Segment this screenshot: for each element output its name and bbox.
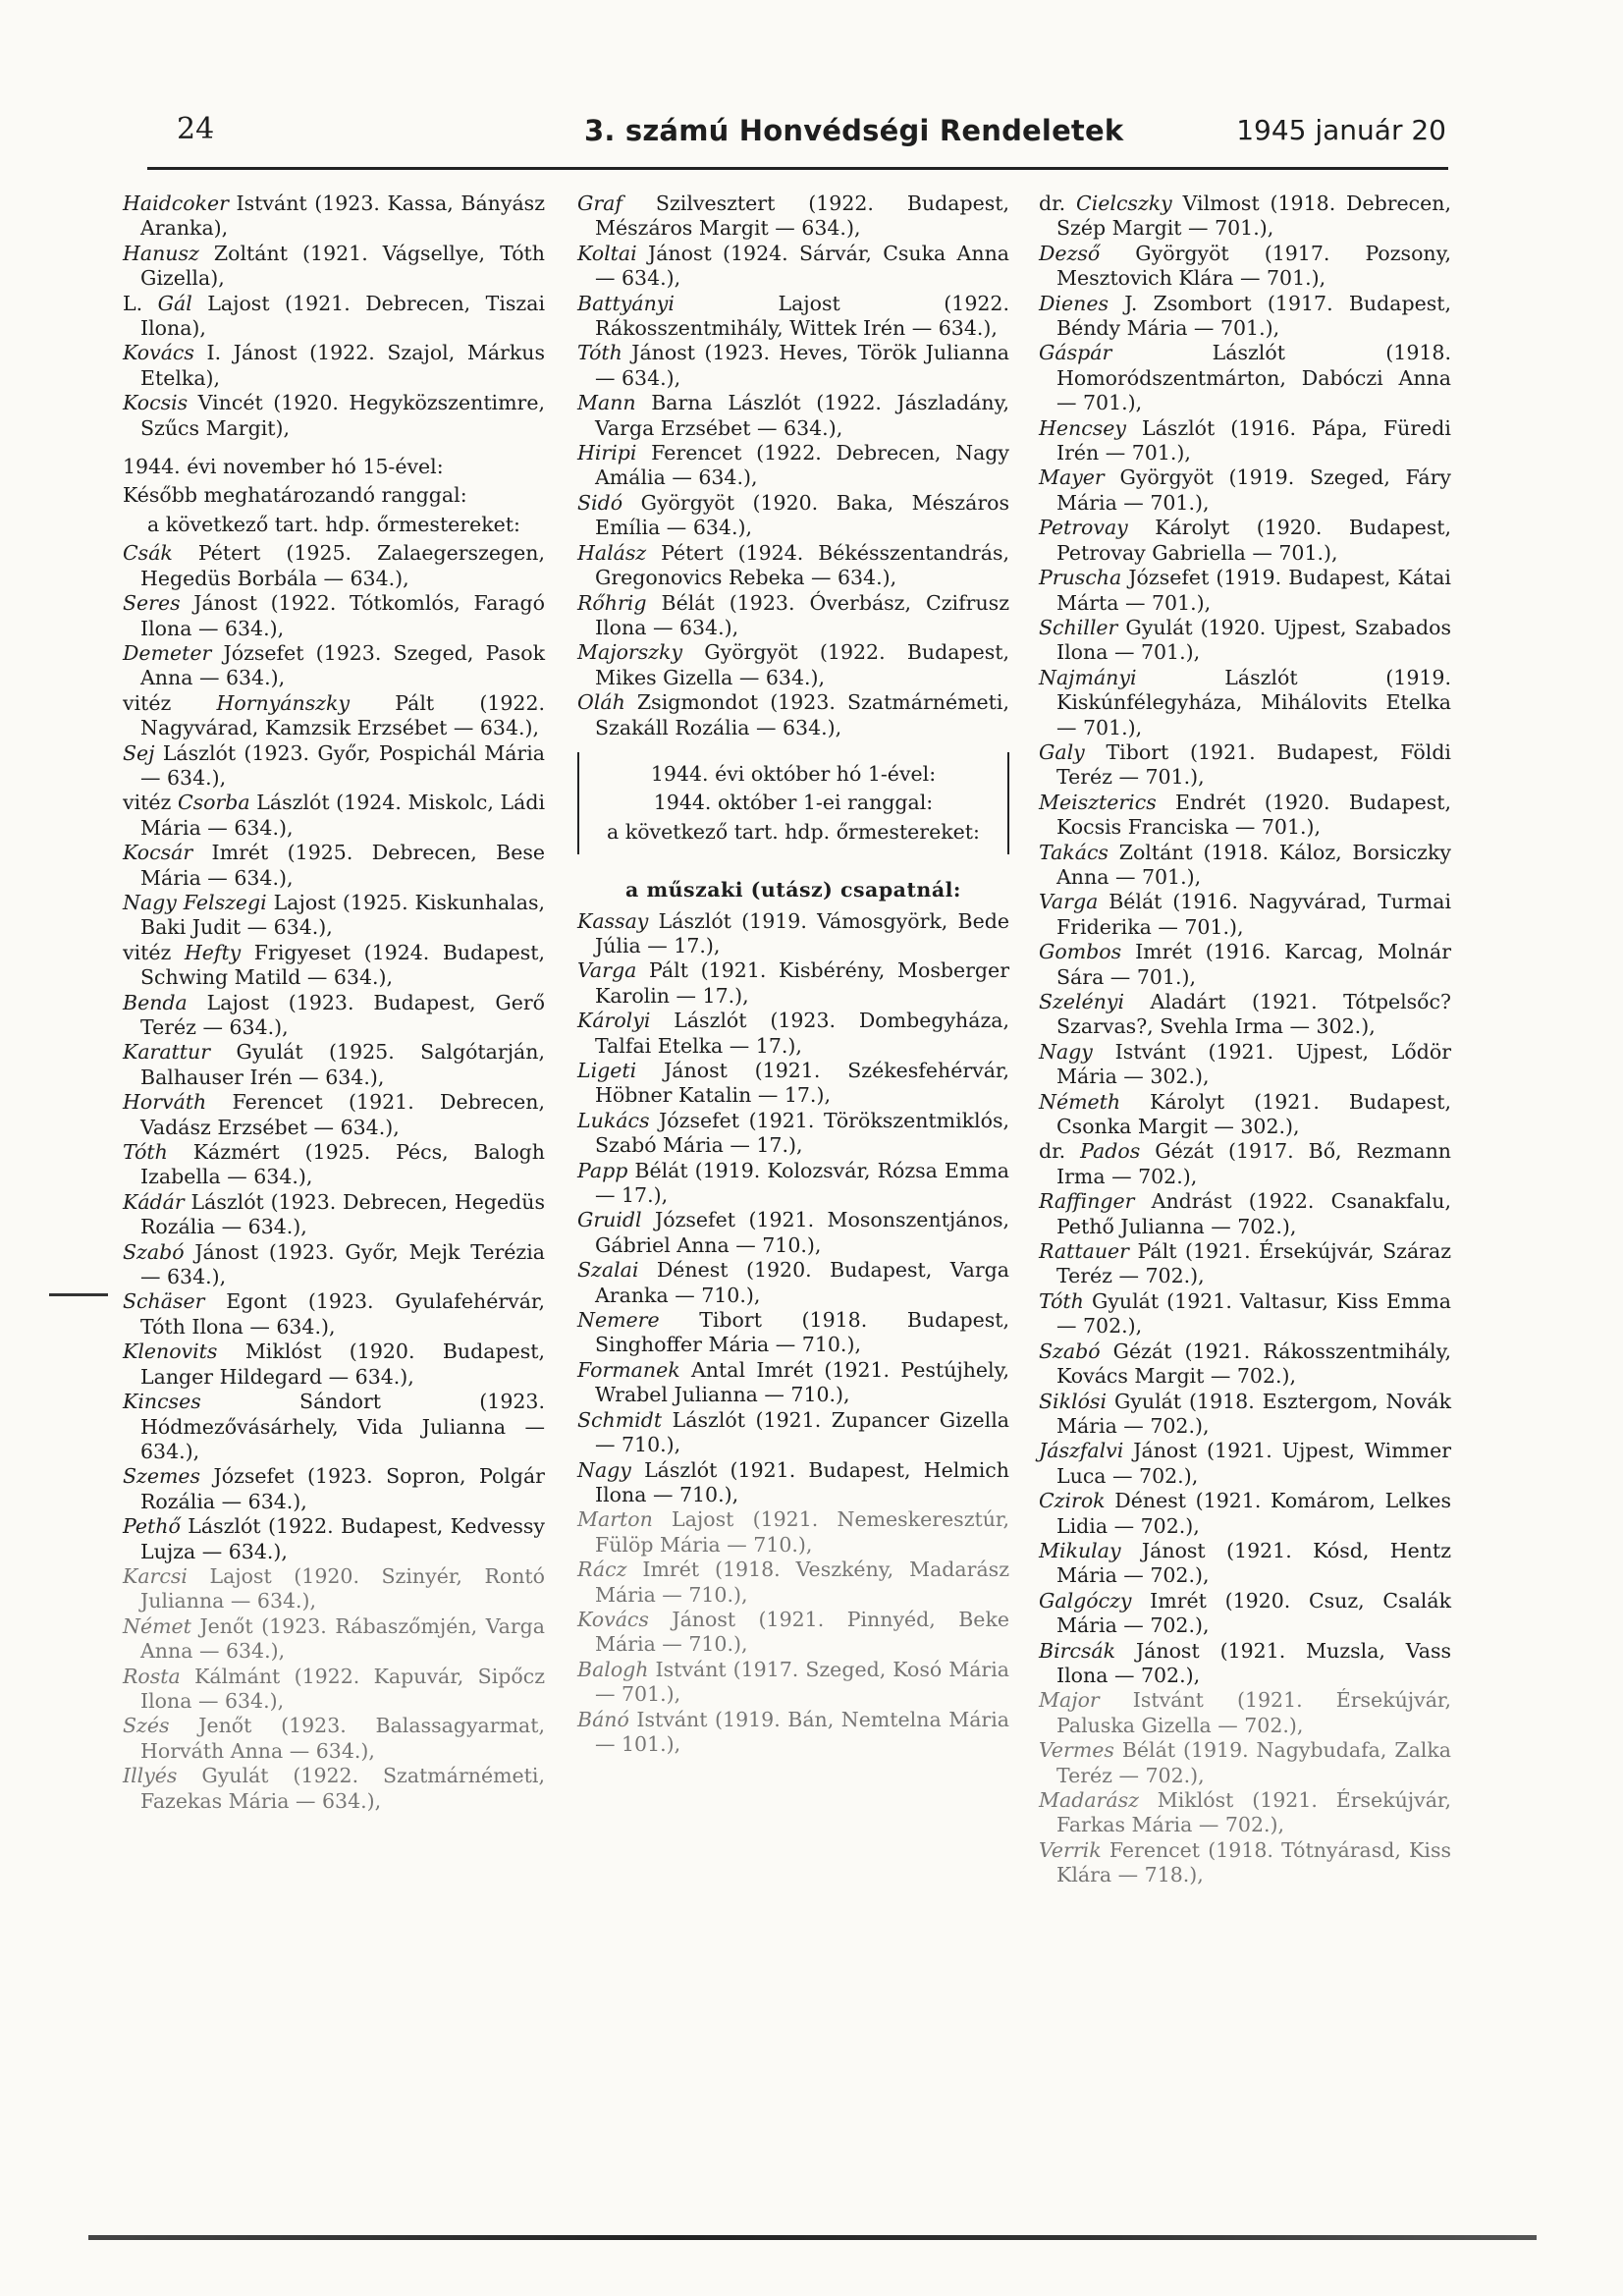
list-item <box>1039 740 1451 791</box>
list-item <box>577 909 1009 959</box>
entry-name: Graf <box>577 191 622 215</box>
entry-details: Szilvesztert (1922. Budapest, Mészáros Margit — 634.), <box>595 191 1009 241</box>
list-item <box>123 191 545 242</box>
entry-name: Illyés <box>123 1764 178 1788</box>
list-item <box>123 242 545 292</box>
entry-name: Német <box>123 1613 191 1638</box>
entry-details: Miklóst (1921. Érsekújvár, Farkas Mária — 702.), <box>1056 1788 1451 1837</box>
list-item <box>123 1390 545 1464</box>
list-item <box>1039 1439 1451 1489</box>
list-item <box>123 991 545 1041</box>
entry-prefix: dr. <box>1039 1139 1081 1164</box>
list-item <box>123 1514 545 1564</box>
list-item <box>1039 666 1451 740</box>
list-item <box>577 1408 1009 1458</box>
entry-name: Czirok <box>1039 1489 1106 1513</box>
entry-name: Hiripi <box>577 441 637 465</box>
entry-name: Pados <box>1080 1139 1141 1164</box>
entry-details: Pált (1921. Kisbérény, Mosberger Karolin — 17.), <box>595 958 1009 1008</box>
entry-name: Tóth <box>123 1140 168 1165</box>
list-item <box>577 341 1009 391</box>
entry-details: Jánost (1921. Kósd, Hentz Mária — 702.), <box>1056 1538 1451 1588</box>
entry-name: Varga <box>577 958 637 983</box>
list-item <box>1039 616 1451 666</box>
entry-name: Mann <box>577 391 636 415</box>
entry-details: Józsefet (1921. Mosonszentjános, Gábriel Anna — 710.), <box>595 1208 1009 1257</box>
entry-name: Lukács <box>577 1108 650 1132</box>
section-date: 1944. évi november hó 15-ével: <box>123 455 444 479</box>
page-header <box>147 108 1448 170</box>
entry-name: Csorba <box>177 791 250 815</box>
entry-details: Jenőt (1923. Balassagyarmat, Horváth Anna — 634.), <box>140 1714 545 1763</box>
list-item <box>1039 1189 1451 1239</box>
entry-name: Tóth <box>1039 1288 1084 1313</box>
entry-details: Aladárt (1921. Tótpelsőc? Szarvas?, Svehla Irma — 302.), <box>1056 990 1451 1039</box>
entry-name: Dezső <box>1039 241 1101 265</box>
column-2 <box>577 191 1009 1757</box>
entry-prefix: L. <box>123 291 158 315</box>
list-item <box>123 1714 545 1764</box>
entry-name: Nemere <box>577 1308 660 1333</box>
entry-name: Formanek <box>577 1357 680 1382</box>
list-item <box>577 1608 1009 1658</box>
entry-details: Lászlót (1919. Kiskúnfélegyháza, Mihálovits Etelka — 701.), <box>1056 665 1451 739</box>
entry-details: Lajost (1920. Szinyér, Rontó Julianna — 634.), <box>140 1563 545 1613</box>
entry-name: Dienes <box>1039 291 1109 315</box>
entry-details: Gyulát (1918. Esztergom, Novák Mária — 702.), <box>1056 1389 1451 1438</box>
entry-name: Kovács <box>577 1607 649 1631</box>
entry-details: Imrét (1916. Karcag, Molnár Sára — 701.), <box>1056 940 1451 989</box>
entry-name: Galgóczy <box>1039 1588 1132 1613</box>
entry-details: Istvánt (1917. Szeged, Kosó Mária — 701.), <box>595 1657 1009 1707</box>
list-item <box>123 641 545 691</box>
entry-name: Szemes <box>123 1464 201 1489</box>
entry-name: Hanusz <box>123 241 199 265</box>
list-item <box>1039 1040 1451 1090</box>
entry-details: Dénest (1921. Komárom, Lelkes Lidia — 702.), <box>1056 1489 1451 1538</box>
page-date: 1945 január 20 <box>1236 114 1446 146</box>
entry-details: Barna Lászlót (1922. Jászladány, Varga Erzsébet — 634.), <box>595 391 1009 440</box>
entry-name: Nagy Felszegi <box>123 890 267 914</box>
entry-name: Cielcszky <box>1076 191 1172 215</box>
page-number: 24 <box>177 112 215 146</box>
entry-name: Demeter <box>123 640 212 665</box>
entry-name: Szabó <box>1039 1339 1101 1363</box>
list-item <box>123 1764 545 1814</box>
entry-name: Rattauer <box>1039 1239 1129 1264</box>
list-item <box>577 1358 1009 1408</box>
entry-details: Ferencet (1922. Debrecen, Nagy Amália — 634.), <box>595 441 1009 490</box>
list-item <box>1039 1788 1451 1838</box>
entry-name: Klenovits <box>123 1339 218 1364</box>
section-subject: a következő tart. hdp. őrmestereket: <box>607 819 980 844</box>
list-item <box>123 1090 545 1140</box>
entry-name: Németh <box>1039 1089 1121 1114</box>
list-item <box>1039 292 1451 342</box>
entry-name: Szalai <box>577 1258 639 1283</box>
section-subject: a következő tart. hdp. őrmestereket: <box>147 512 520 536</box>
entry-name: Kocsis <box>123 391 189 415</box>
list-item <box>1039 791 1451 841</box>
list-item <box>1039 1539 1451 1589</box>
entry-name: Karattur <box>123 1040 211 1065</box>
entry-details: Imrét (1925. Debrecen, Bese Mária — 634.), <box>140 841 545 890</box>
list-item <box>1039 1639 1451 1689</box>
list-item <box>1039 841 1451 891</box>
entry-details: Pétert (1925. Zalaegerszegen, Hegedüs Borbála — 634.), <box>140 541 545 590</box>
list-item <box>1039 191 1451 242</box>
entry-name: Major <box>1039 1688 1100 1713</box>
entry-details: Zoltánt (1918. Káloz, Borsiczky Anna — 701.), <box>1056 840 1451 889</box>
entry-details: Lászlót (1919. Vámosgyörk, Bede Júlia — 17.), <box>595 908 1009 957</box>
entry-details: Jánost (1924. Sárvár, Csuka Anna — 634.), <box>595 241 1009 291</box>
entry-details: Lászlót (1921. Zupancer Gizella — 710.), <box>595 1407 1009 1457</box>
entry-details: Zsigmondot (1923. Szatmárnémeti, Szakáll Rozália — 634.), <box>595 690 1009 739</box>
entry-details: Gyulát (1921. Valtasur, Kiss Emma — 702.), <box>1056 1288 1451 1339</box>
list-item <box>577 391 1009 441</box>
list-item <box>1039 1139 1451 1189</box>
page-title: 3. számú Honvédségi Rendeletek <box>584 114 1124 147</box>
entry-details: Pált (1922. Nagyvárad, Kamzsik Erzsébet — 634.), <box>140 690 546 740</box>
entry-details: Gézát (1921. Rákosszentmihály, Kovács Margit — 702.), <box>1056 1339 1451 1389</box>
entry-details: Dénest (1920. Budapest, Varga Aranka — 710.), <box>595 1258 1009 1307</box>
list-item <box>1039 890 1451 940</box>
entry-name: Najmányi <box>1039 665 1137 689</box>
entry-details: Lászlót (1924. Miskolc, Ládi Mária — 634.), <box>140 791 545 840</box>
entry-details: Gézát (1917. Bő, Rezmann Irma — 702.), <box>1056 1139 1451 1188</box>
entry-name: Majorszky <box>577 640 683 665</box>
entry-details: Lajost (1925. Kiskunhalas, Baki Judit — 634.), <box>140 890 545 940</box>
list-item <box>123 1339 545 1390</box>
entry-details: Lászlót (1921. Budapest, Helmich Ilona — 710.), <box>595 1457 1009 1506</box>
list-item <box>577 1208 1009 1258</box>
list-item <box>123 941 545 991</box>
entry-details: Lajost (1923. Budapest, Gerő Teréz — 634.), <box>140 990 545 1039</box>
entry-details: Lászlót (1923. Debrecen, Hegedüs Rozália — 634.), <box>140 1189 545 1239</box>
bracketed-section <box>577 752 1009 854</box>
entry-name: Pethő <box>123 1514 181 1539</box>
entry-name: Gruidl <box>577 1208 642 1232</box>
list-item <box>577 1458 1009 1508</box>
entry-details: Bélát (1919. Nagybudafa, Zalka Teréz — 702.), <box>1056 1738 1451 1787</box>
list-item <box>1039 940 1451 990</box>
list-item <box>1039 566 1451 616</box>
list-item <box>1039 1489 1451 1539</box>
list-item <box>123 1240 545 1290</box>
section-date: 1944. évi október hó 1-ével: <box>650 761 937 786</box>
entry-name: Sej <box>123 740 155 765</box>
entry-name: Kovács <box>123 341 194 365</box>
entry-name: Nagy <box>1039 1039 1093 1064</box>
list-item <box>577 640 1009 690</box>
entry-prefix: vitéz <box>123 690 217 715</box>
entry-name: Halász <box>577 540 647 565</box>
column-1 <box>123 191 545 1814</box>
list-item <box>577 1658 1009 1708</box>
entry-details: Lászlót (1916. Pápa, Füredi Irén — 701.), <box>1056 415 1451 465</box>
entry-name: Rosta <box>123 1664 181 1688</box>
entry-name: Vermes <box>1039 1738 1114 1763</box>
list-item <box>123 391 545 441</box>
list-item <box>123 1289 545 1339</box>
entry-name: Kassay <box>577 908 649 933</box>
list-item <box>577 1109 1009 1159</box>
entry-name: Takács <box>1039 840 1109 864</box>
entry-details: Lászlót (1923. Győr, Pospichál Mária — 634.), <box>140 740 545 790</box>
entry-name: Schmidt <box>577 1407 663 1432</box>
entry-name: Pruscha <box>1039 566 1122 590</box>
list-item <box>123 1564 545 1614</box>
entry-details: Istvánt (1921. Érsekújvár, Paluska Gizella — 702.), <box>1056 1688 1451 1737</box>
list-item <box>577 491 1009 541</box>
section-heading: a műszaki (utász) csapatnál: <box>625 878 961 902</box>
entry-details: Gyulát (1920. Ujpest, Szabados Ilona — 701.), <box>1056 615 1451 665</box>
entry-details: Jenőt (1923. Rábaszőmjén, Varga Anna — 634.), <box>140 1613 545 1664</box>
list-item <box>123 791 545 841</box>
entry-name: Rőhrig <box>577 590 647 615</box>
list-item <box>577 191 1009 242</box>
list-item <box>1039 465 1451 516</box>
entry-details: Gyulát (1922. Szatmárnémeti, Fazekas Mária — 634.), <box>140 1764 545 1813</box>
list-item <box>123 292 545 342</box>
list-item <box>577 690 1009 740</box>
list-item <box>1039 1738 1451 1788</box>
entry-details: Károlyt (1921. Budapest, Csonka Margit — 302.), <box>1056 1089 1451 1139</box>
entry-details: Györgyöt (1917. Pozsony, Mesztovich Klára — 701.), <box>1056 241 1451 291</box>
entry-details: Józsefet (1921. Törökszentmiklós, Szabó Mária — 17.), <box>595 1108 1009 1158</box>
list-item <box>577 292 1009 342</box>
entry-details: Jánost (1923. Győr, Mejk Terézia — 634.), <box>140 1239 545 1289</box>
entry-details: Lajost (1922. Rákosszentmihály, Wittek Irén — 634.), <box>595 291 1009 341</box>
list-item <box>123 1040 545 1090</box>
entry-details: Zoltánt (1921. Vágsellye, Tóth Gizella), <box>140 241 545 291</box>
entry-details: Imrét (1920. Csuz, Csalák Mária — 702.), <box>1056 1588 1451 1638</box>
list-item <box>123 741 545 792</box>
entry-details: Jánost (1921. Muzsla, Vass Ilona — 702.), <box>1056 1638 1451 1687</box>
column-3 <box>1039 191 1451 1888</box>
entry-details: Endrét (1920. Budapest, Kocsis Franciska — 701.), <box>1056 790 1451 840</box>
list-item <box>577 591 1009 641</box>
entry-prefix: dr. <box>1039 191 1077 215</box>
entry-details: Sándort (1923. Hódmezővásárhely, Vida Julianna — 634.), <box>140 1390 545 1463</box>
entry-name: Csák <box>123 541 173 566</box>
entry-details: Kázmért (1925. Pécs, Balogh Izabella — 634.), <box>140 1140 545 1189</box>
entry-name: Szelényi <box>1039 990 1125 1013</box>
entry-name: Schäser <box>123 1289 205 1314</box>
entry-name: Hencsey <box>1039 415 1126 440</box>
section-rank: 1944. október 1-ei ranggal: <box>653 791 934 815</box>
list-item <box>123 1140 545 1190</box>
list-item <box>1039 1090 1451 1140</box>
entry-details: Bélát (1923. Óverbász, Czifrusz Ilona — 634.), <box>595 590 1009 639</box>
section-rank: Később meghatározandó ranggal: <box>123 483 467 508</box>
entry-details: Gyulát (1925. Salgótarján, Balhauser Irén — 634.), <box>140 1040 545 1089</box>
entry-details: Kálmánt (1922. Kapuvár, Sipőcz Ilona — 634.), <box>140 1664 545 1713</box>
entry-details: Jánost (1921. Ujpest, Wimmer Luca — 702.), <box>1056 1439 1451 1488</box>
entry-details: Istvánt (1919. Bán, Nemtelna Mária — 101.), <box>595 1707 1009 1756</box>
list-item <box>577 1558 1009 1608</box>
list-item <box>577 1059 1009 1109</box>
entry-name: Benda <box>123 990 188 1014</box>
entry-name: Verrik <box>1039 1837 1102 1862</box>
entry-name: Meiszterics <box>1039 790 1157 814</box>
entry-name: Ligeti <box>577 1059 637 1082</box>
list-item <box>577 1009 1009 1059</box>
list-item <box>577 1159 1009 1209</box>
entry-name: Hefty <box>184 940 242 964</box>
entry-details: Károlyt (1920. Budapest, Petrovay Gabriella — 701.), <box>1056 516 1451 565</box>
entry-details: Istvánt (1921. Ujpest, Lődör Mária — 302.), <box>1056 1039 1451 1089</box>
entry-name: Gál <box>157 291 192 315</box>
entry-details: Pált (1921. Érsekújvár, Száraz Teréz — 702.), <box>1056 1239 1451 1288</box>
list-item <box>123 341 545 391</box>
entry-name: Balogh <box>577 1657 649 1681</box>
entry-name: Madarász <box>1039 1788 1139 1812</box>
entry-name: Bircsák <box>1039 1638 1116 1663</box>
entry-details: Lászlót (1918. Homoródszentmárton, Dabóczi Anna — 701.), <box>1056 341 1451 415</box>
entry-name: Szés <box>123 1714 170 1738</box>
entry-name: Battyányi <box>577 291 675 315</box>
entry-name: Kocsár <box>123 841 193 865</box>
list-item <box>1039 1339 1451 1390</box>
bottom-rule <box>88 2235 1537 2240</box>
list-item <box>123 541 545 591</box>
entry-details: Pétert (1924. Békésszentandrás, Gregonovics Rebeka — 634.), <box>595 540 1009 590</box>
list-item <box>123 891 545 941</box>
entry-details: Vincét (1920. Hegyközszentimre, Szűcs Margit), <box>140 391 545 440</box>
entry-name: Kincses <box>123 1390 201 1414</box>
entry-details: Lajost (1921. Debrecen, Tiszai Ilona), <box>140 291 545 341</box>
entry-name: Nagy <box>577 1457 631 1482</box>
entry-details: Józsefet (1923. Sopron, Polgár Rozália — 634.), <box>140 1464 545 1513</box>
entry-details: Frigyeset (1924. Budapest, Schwing Matild — 634.), <box>140 940 545 990</box>
margin-dash-mark <box>49 1293 108 1296</box>
entry-details: Józsefet (1923. Szeged, Pasok Anna — 634.), <box>140 640 545 690</box>
list-item <box>1039 1838 1451 1888</box>
entry-details: Józsefet (1919. Budapest, Kátai Márta — 701.), <box>1056 566 1451 615</box>
entry-details: Györgyöt (1919. Szeged, Fáry Mária — 701.), <box>1056 465 1451 515</box>
list-item <box>123 1614 545 1665</box>
list-item <box>1039 1688 1451 1738</box>
entry-details: Jánost (1921. Pinnyéd, Beke Mária — 710.), <box>595 1607 1009 1657</box>
entry-name: Tóth <box>577 341 622 365</box>
entry-name: Raffinger <box>1039 1189 1135 1214</box>
entry-details: Imrét (1918. Veszkény, Madarász Mária — 710.), <box>595 1558 1009 1607</box>
entry-details: Tibort (1921. Budapest, Földi Teréz — 701.), <box>1056 739 1451 790</box>
entry-name: Varga <box>1039 890 1099 914</box>
list-item <box>1039 1239 1451 1289</box>
entry-details: Andrást (1922. Csanakfalu, Pethő Julianna — 702.), <box>1056 1189 1451 1238</box>
entry-details: Miklóst (1920. Budapest, Langer Hildegard — 634.), <box>140 1339 545 1389</box>
list-item <box>577 1507 1009 1558</box>
entry-details: Györgyöt (1922. Budapest, Mikes Gizella — 634.), <box>595 640 1009 689</box>
entry-name: Marton <box>577 1507 653 1532</box>
entry-name: Papp <box>577 1158 628 1182</box>
entry-name: Szabó <box>123 1239 185 1264</box>
entry-details: Lászlót (1922. Budapest, Kedvessy Lujza — 634.), <box>140 1514 545 1563</box>
entry-details: Jánost (1923. Heves, Török Julianna — 634.), <box>595 341 1009 390</box>
list-item <box>1039 416 1451 466</box>
entry-details: Tibort (1918. Budapest, Singhoffer Mária — 710.), <box>595 1308 1009 1357</box>
entry-details: Lászlót (1923. Dombegyháza, Talfai Etelka — 17.), <box>595 1009 1009 1058</box>
entry-details: Györgyöt (1920. Baka, Mészáros Emília — 634.), <box>595 490 1009 540</box>
list-item <box>123 1464 545 1514</box>
entry-details: Jánost (1922. Tótkomlós, Faragó Ilona — 634.), <box>140 591 545 640</box>
entry-prefix: vitéz <box>123 791 178 815</box>
entry-name: Gáspár <box>1039 341 1112 365</box>
entry-name: Horváth <box>123 1090 207 1115</box>
list-item <box>1039 1289 1451 1339</box>
entry-name: Karcsi <box>123 1563 188 1588</box>
list-item <box>1039 990 1451 1040</box>
entry-name: Koltai <box>577 241 637 265</box>
list-item <box>577 958 1009 1009</box>
entry-name: Mayer <box>1039 465 1105 490</box>
list-item <box>1039 341 1451 415</box>
entry-details: Bélát (1916. Nagyvárad, Turmai Friderika — 701.), <box>1056 890 1451 939</box>
entry-details: I. Jánost (1922. Szajol, Márkus Etelka), <box>140 341 545 390</box>
entry-details: Ferencet (1921. Debrecen, Vadász Erzsébet — 634.), <box>140 1090 545 1139</box>
entry-name: Hornyánszky <box>216 690 351 715</box>
entry-details: Ferencet (1918. Tótnyárasd, Kiss Klára — 718.), <box>1056 1837 1451 1887</box>
entry-details: Jánost (1921. Székesfehérvár, Höbner Katalin — 17.), <box>595 1059 1009 1108</box>
entry-name: Kádár <box>123 1189 185 1214</box>
entry-name: Galy <box>1039 739 1085 764</box>
entry-details: Lajost (1921. Nemeskeresztúr, Fülöp Mária — 710.), <box>595 1507 1009 1557</box>
list-item <box>123 1665 545 1715</box>
entry-name: Mikulay <box>1039 1538 1121 1562</box>
entry-name: Seres <box>123 591 181 616</box>
entry-name: Jászfalvi <box>1039 1439 1124 1463</box>
list-item <box>577 1308 1009 1358</box>
entry-name: Károlyi <box>577 1009 651 1033</box>
entry-details: Vilmost (1918. Debrecen, Szép Margit — 701.), <box>1056 191 1451 241</box>
list-item <box>123 591 545 641</box>
entry-name: Siklósi <box>1039 1389 1107 1413</box>
list-item <box>577 441 1009 491</box>
entry-name: Petrovay <box>1039 516 1128 540</box>
entry-details: J. Zsombort (1917. Budapest, Béndy Mária — 701.), <box>1056 291 1451 341</box>
list-item <box>1039 516 1451 566</box>
list-item <box>577 1708 1009 1758</box>
list-item <box>123 841 545 891</box>
list-item <box>577 1258 1009 1308</box>
entry-name: Oláh <box>577 690 625 715</box>
list-item <box>577 242 1009 292</box>
list-item <box>1039 242 1451 292</box>
list-item <box>1039 1390 1451 1440</box>
entry-name: Bánó <box>577 1707 629 1731</box>
entry-details: Istvánt (1923. Kassa, Bányász Aranka), <box>140 191 545 241</box>
list-item <box>577 541 1009 591</box>
entry-details: Bélát (1919. Kolozsvár, Rózsa Emma — 17.), <box>595 1158 1009 1208</box>
list-item <box>1039 1589 1451 1639</box>
entry-prefix: vitéz <box>123 940 185 964</box>
list-item <box>123 691 545 741</box>
list-item <box>123 1190 545 1240</box>
entry-name: Rácz <box>577 1558 627 1582</box>
entry-name: Haidcoker <box>123 191 229 215</box>
entry-details: Egont (1923. Gyulafehérvár, Tóth Ilona — 634.), <box>140 1289 545 1339</box>
entry-details: Antal Imrét (1921. Pestújhely, Wrabel Julianna — 710.), <box>595 1357 1009 1407</box>
entry-name: Schiller <box>1039 615 1118 639</box>
entry-name: Sidó <box>577 490 623 515</box>
entry-name: Gombos <box>1039 940 1122 964</box>
